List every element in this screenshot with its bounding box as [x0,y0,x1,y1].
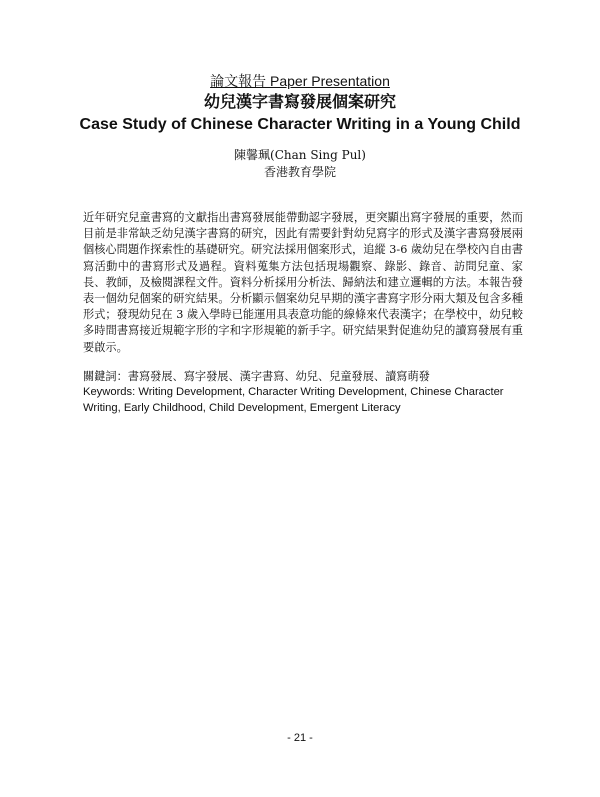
author-block [0,147,600,181]
keywords-block [83,369,528,416]
section-label: 論文報告 Paper Presentation [210,73,390,89]
title-chinese: 幼兒漢字書寫發展個案研究 [203,92,396,111]
title-english: Case Study of Chinese Character Writing in a Young Child [79,116,521,133]
abstract-text: 近年研究兒童書寫的文獻指出書寫發展能帶動認字發展，更突顯出寫字發展的重要，然而目前是非常缺乏幼兒漢字書寫的研究，因此有需要針對幼兒寫字的形式及漢字書寫發展兩個核心問題作探索性的基礎研究。研究法採用個案形式，追縱 3-6 歲幼兒在學校內自由書寫活動中的書寫形式及過程。資料蒐集方法包括現場觀察、錄影、錄音、訪問兒童、家長、教師，及檢閱課程文件。資料分析採用分析法、歸納法和建立邏輯的方法。本報告發表一個幼兒個案的研究結果。分析顯示個案幼兒早期的漢字書寫字形分兩大類及包含多種形式；發現幼兒在 3 歲入學時已能運用具表意功能的線條來代表漢字；在學校中，幼兒較多時間書寫接近規範字形的字和字形規範的新手字。研究結果對促進幼兒的讀寫發展有重要啟示。 [83,211,523,354]
keywords-english: Keywords: Writing Development, Character Writing Development, Chinese Character Writing, Early Childhood, Child Development, Emergent Literacy [83,386,504,414]
paper-header [0,72,600,136]
author-affiliation: 香港教育學院 [263,165,336,179]
page-number: - 21 - [287,732,313,744]
author-name: 陳馨珮(Chan Sing Pul) [234,148,366,162]
keywords-chinese: 關鍵詞：書寫發展、寫字發展、漢字書寫、幼兒、兒童發展、讀寫萌發 [83,370,430,383]
